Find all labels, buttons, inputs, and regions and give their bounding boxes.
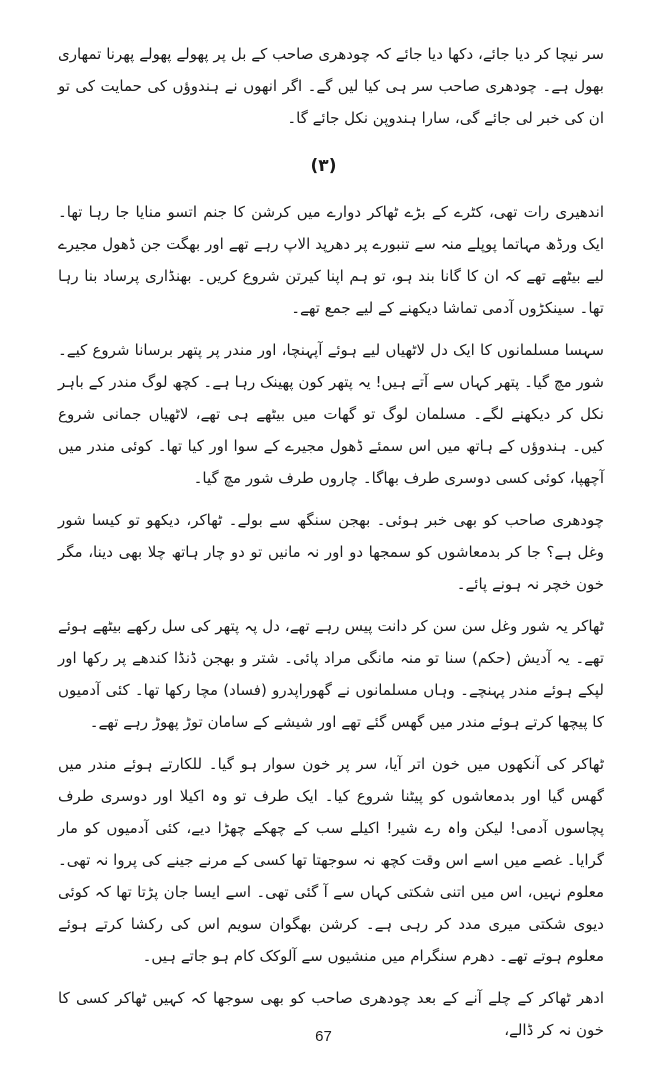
paragraph-6: ادھر ٹھاکر کے چلے آنے کے بعد چودھری صاحب کو بھی سوجھا کہ کہیں ٹھاکر کسی کا خون نہ کر ڈالے،: [58, 989, 604, 1039]
paragraph-5: ٹھاکر کی آنکھوں میں خون اتر آیا، سر پر خون سوار ہو گیا۔ للکارتے ہوئے مندر میں گھس گیا اور بدمعاشوں کو پیٹنا شروع کیا۔ ایک طرف تو وہ اکیلا اور دوسری طرف پچاسوں آدمی! لیکن واہ رے شیر! اکیلے سب کے چھکے چھڑا دیے، کئی آدمیوں کو مار گرایا۔ غصے میں اسے اس وقت کچھ نہ سوجھتا تھا کسی کے مرنے جینے کی پروا نہ تھی۔ معلوم نہیں، اس میں اتنی شکتی کہاں سے آ گئی تھی۔ اسے ایسا جان پڑتا تھا کہ کوئی دیوی شکتی میری مدد کر رہی ہے۔ کرشن بھگوان سویم اس کی رکشا کرتے ہوئے معلوم ہوتے تھے۔ دھرم سنگرام میں منشیوں سے آلوکک کام ہو جاتے ہیں۔: [58, 755, 604, 965]
body-text-block: [58, 196, 604, 1056]
paragraph-2: سہسا مسلمانوں کا ایک دل لاٹھیاں لیے ہوئے آپہنچا، اور مندر پر پتھر برسانا شروع کیے۔ شور مچ گیا۔ پتھر کہاں سے آتے ہیں! یہ پتھر کون پھینک رہا ہے۔ کچھ لوگ مندر کے باہر نکل کر دیکھنے لگے۔ مسلمان لوگ تو گھات میں بیٹھے ہی تھے، لاٹھیاں جمانی شروع کیں۔ ہندوؤں کے ہاتھ میں اس سمئے ڈھول مجیرے کے سوا اور کیا تھا۔ کوئی مندر میں آچھپا، کوئی کسی دوسری طرف بھاگا۔ چاروں طرف شور مچ گیا۔: [58, 341, 604, 487]
section-heading: (۳): [310, 156, 337, 176]
top-paragraph: سر نیچا کر دیا جائے، دکھا دیا جائے کہ چودھری صاحب کے بل پر پھولے پھولے پھرنا تمھاری بھول ہے۔ چودھری صاحب سر ہی کیا لیں گے۔ اگر انھوں نے ہندوؤں کی حمایت کی تو ان کی خبر لی جائے گی، سارا ہندوپن نکل جائے گا۔: [58, 45, 604, 127]
top-paragraph-block: [58, 38, 604, 144]
paragraph-1: اندھیری رات تھی، کٹرے کے بڑے ٹھاکر دوارے میں کرشن کا جنم اتسو منایا جا رہا تھا۔ ایک ورڈھ مہاتما پوپلے منہ سے تنبورے پر دھرپد الاپ رہے تھے اور بھگت جن ڈھول مجیرے لیے بیٹھے تھے کہ ان کا گانا بند ہو، تو ہم اپنا کیرتن شروع کریں۔ بھنڈاری پرساد بنا رہا تھا۔ سینکڑوں آدمی تماشا دیکھنے کے لیے جمع تھے۔: [58, 203, 604, 317]
paragraph-4: ٹھاکر یہ شور وغل سن سن کر دانت پیس رہے تھے، دل پہ پتھر کی سل رکھے بیٹھے ہوئے تھے۔ یہ آدیش (حکم) سنا تو منہ مانگی مراد پائی۔ شتر و بھجن ڈنڈا کندھے پر رکھا اور لپکے ہوئے مندر پہنچے۔ وہاں مسلمانوں نے گھوراپدرو (فساد) مچا رکھا تھا۔ کئی آدمیوں کا پیچھا کرتے ہوئے مندر میں گھس گئے تھے اور شیشے کے سامان توڑ پھوڑ رہے تھے۔: [58, 617, 604, 731]
paragraph-3: چودھری صاحب کو بھی خبر ہوئی۔ بھجن سنگھ سے بولے۔ ٹھاکر، دیکھو تو کیسا شور وغل ہے؟ جا کر بدمعاشوں کو سمجھا دو اور نہ مانیں تو دو چار ہاتھ چلا بھی دینا، مگر خون خچر نہ ہونے پائے۔: [58, 511, 604, 593]
page-number: 67: [315, 1028, 332, 1045]
